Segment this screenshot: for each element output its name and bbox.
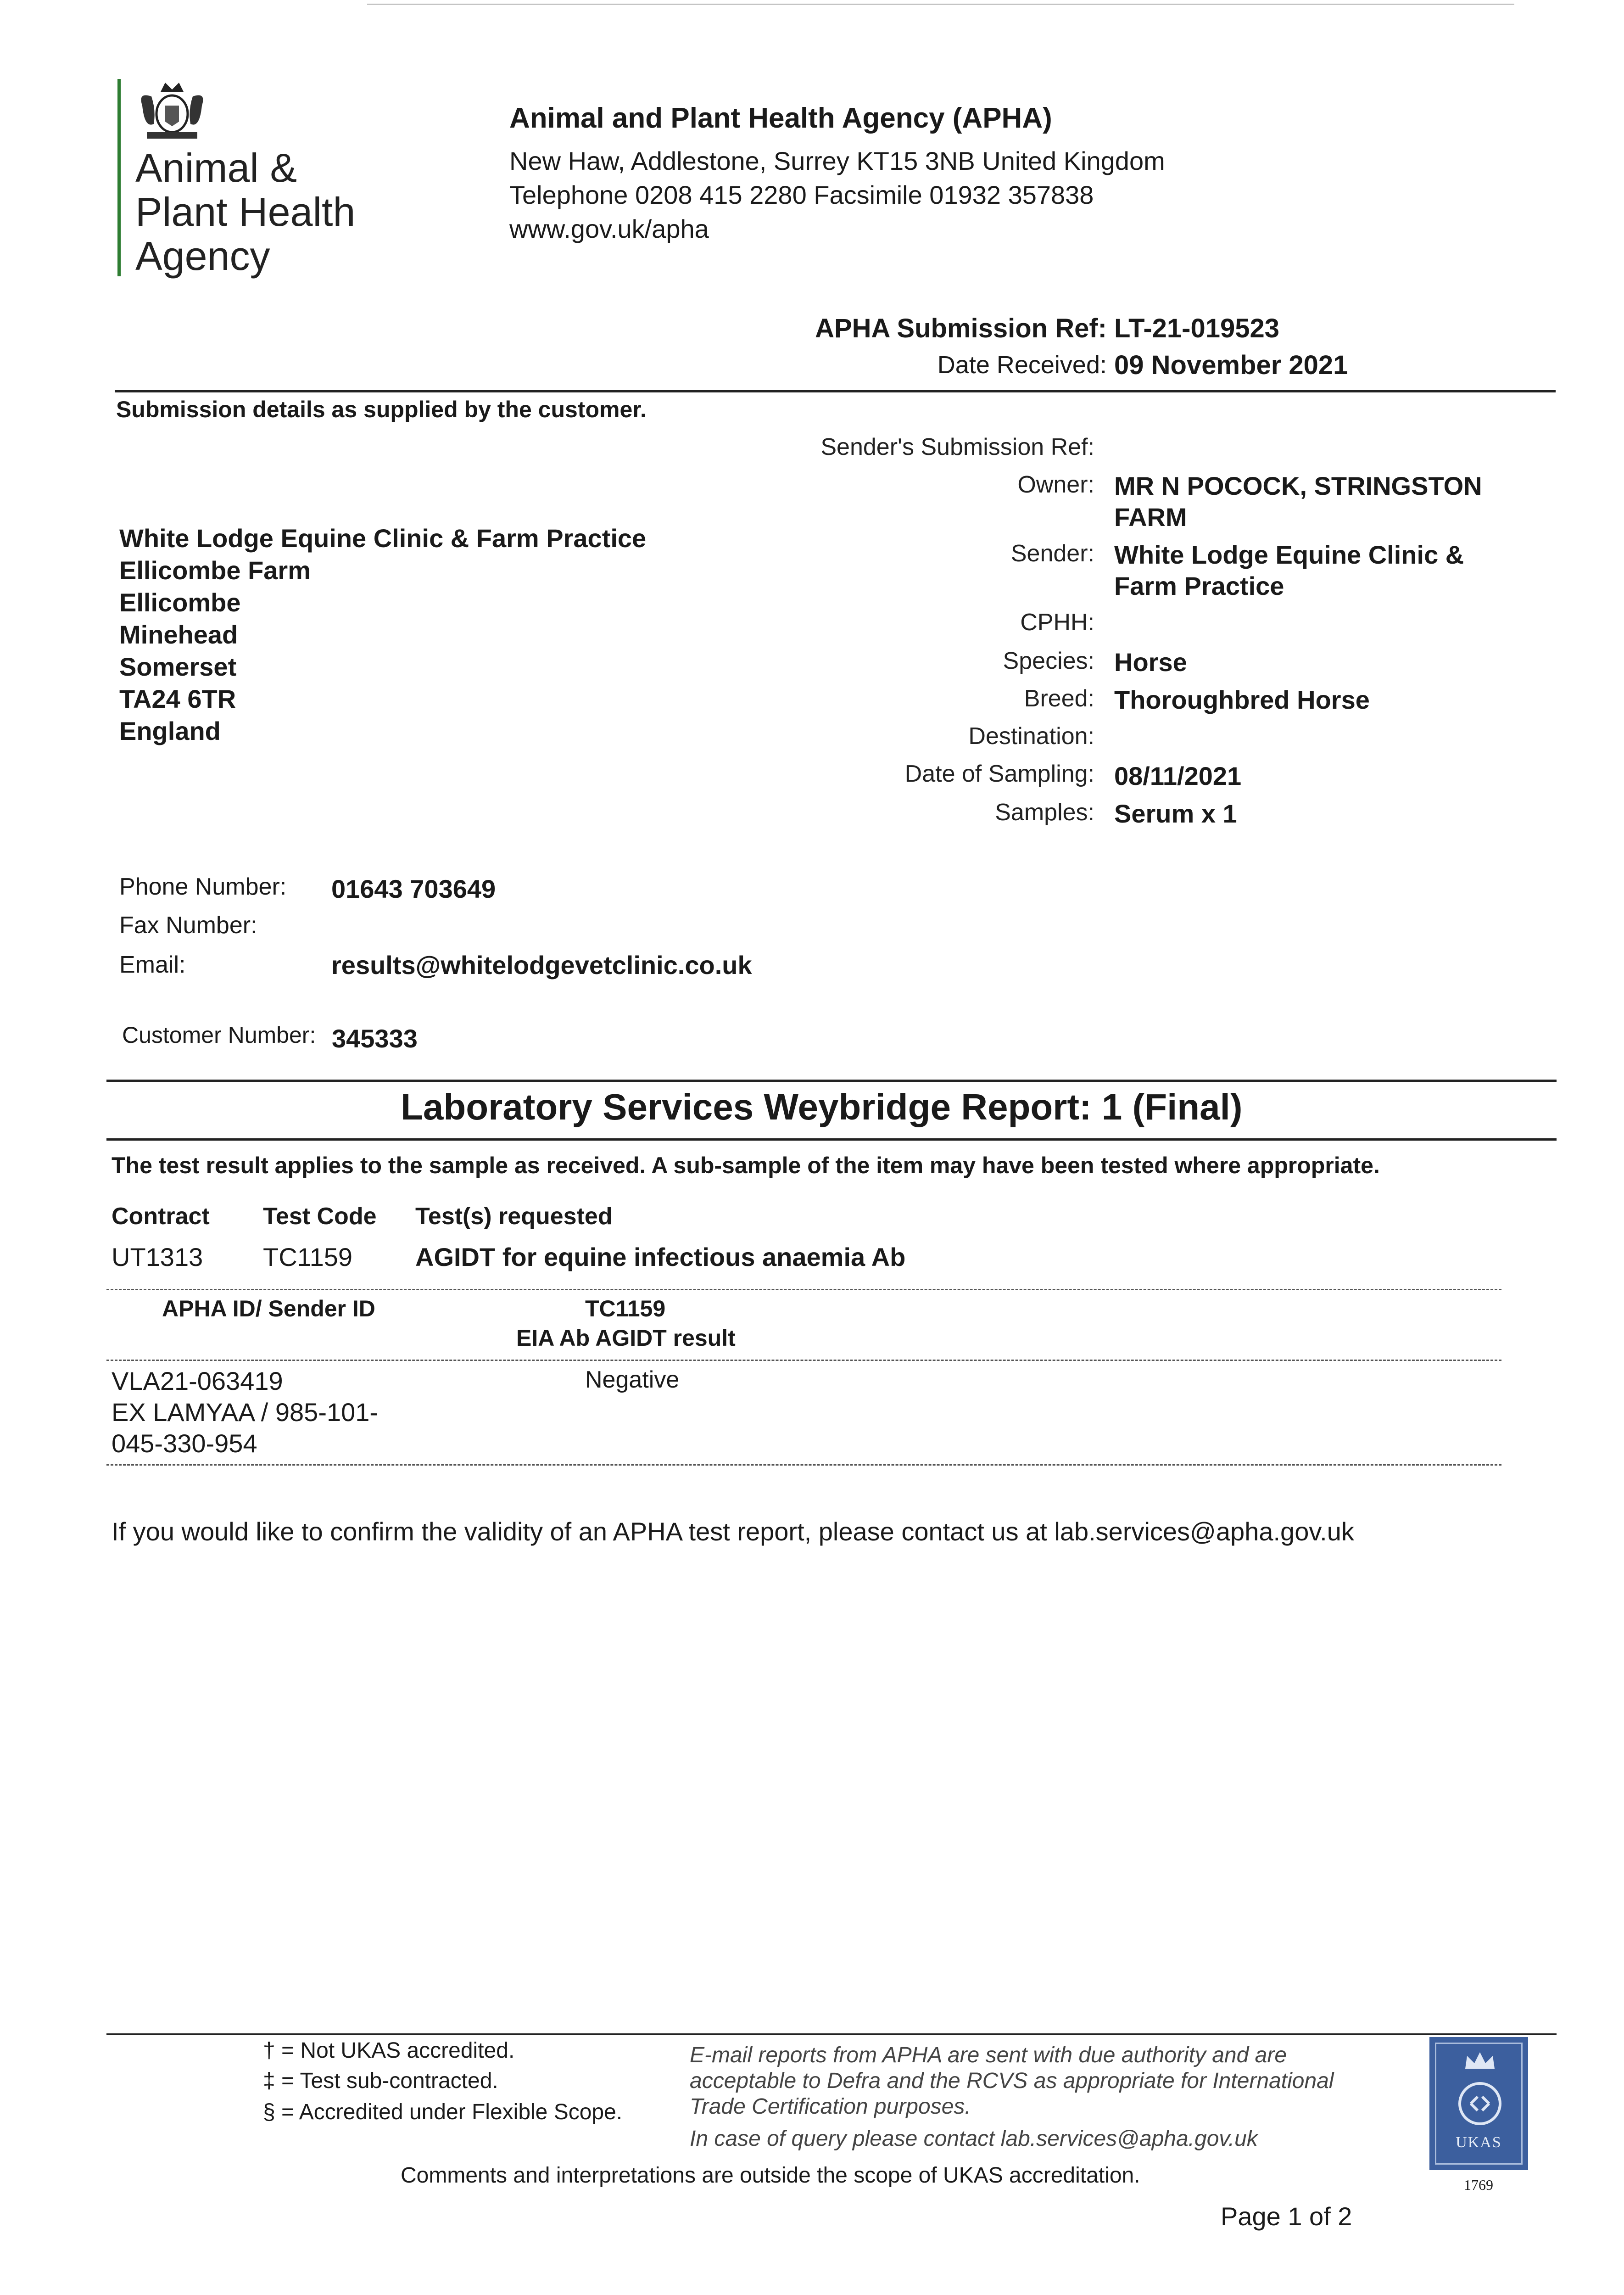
submission-ref-value: LT-21-019523 — [1114, 313, 1280, 343]
species-value: Horse — [1114, 648, 1187, 677]
email-value: results@whitelodgevetclinic.co.uk — [331, 951, 752, 980]
sample-id-line1: VLA21-063419 — [112, 1366, 283, 1395]
owner-value-line2: FARM — [1114, 503, 1187, 532]
phone-value: 01643 703649 — [331, 874, 496, 903]
sample-id-line3: 045-330-954 — [112, 1429, 257, 1458]
result-col-name: EIA Ab AGIDT result — [516, 1325, 736, 1351]
header-divider — [115, 390, 1556, 392]
submission-ref-label: APHA Submission Ref: — [815, 313, 1107, 343]
contract-value: UT1313 — [112, 1243, 203, 1271]
comments-note: Comments and interpretations are outside the scope of UKAS accreditation. — [401, 2163, 1140, 2188]
sender-label: Sender: — [1010, 540, 1094, 567]
date-received-value: 09 November 2021 — [1114, 350, 1348, 380]
address-line: Ellicombe — [119, 588, 241, 617]
report-title: Laboratory Services Weybridge Report: 1 (Final) — [401, 1086, 1243, 1127]
agency-phone-fax: Telephone 0208 415 2280 Facsimile 01932 357838 — [509, 180, 1094, 209]
report-title-bottom-rule — [106, 1138, 1557, 1141]
flexible-scope-note: § = Accredited under Flexible Scope. — [263, 2100, 623, 2124]
not-ukas-note: † = Not UKAS accredited. — [263, 2038, 515, 2063]
senders-ref-label: Sender's Submission Ref: — [820, 434, 1094, 460]
applies-note: The test result applies to the sample as received. A sub-sample of the item may have been tested where appropriate. — [112, 1153, 1380, 1178]
result-value: Negative — [585, 1366, 680, 1393]
email-label: Email: — [119, 952, 186, 978]
owner-label: Owner: — [1017, 471, 1094, 498]
agency-website: www.gov.uk/apha — [509, 214, 709, 243]
email-report-note-1: E-mail reports from APHA are sent with due authority and are — [690, 2043, 1287, 2067]
fax-label: Fax Number: — [119, 912, 257, 939]
ukas-badge — [1429, 2037, 1528, 2170]
result-col-code: TC1159 — [585, 1296, 666, 1321]
tests-divider — [106, 1289, 1501, 1290]
supplied-note: Submission details as supplied by the customer. — [116, 397, 647, 422]
sender-value-line2: Farm Practice — [1114, 571, 1284, 600]
sample-id-line2: EX LAMYAA / 985-101- — [112, 1398, 379, 1427]
report-title-top-rule — [106, 1080, 1557, 1082]
address-line: White Lodge Equine Clinic & Farm Practice — [119, 524, 647, 553]
query-note: In case of query please contact lab.services@apha.gov.uk — [690, 2127, 1258, 2151]
species-label: Species: — [1003, 648, 1094, 674]
breed-value: Thoroughbred Horse — [1114, 685, 1370, 714]
sampling-date-value: 08/11/2021 — [1114, 761, 1242, 790]
address-line: Somerset — [119, 652, 237, 681]
email-report-note-3: Trade Certification purposes. — [690, 2094, 971, 2119]
result-col-id: APHA ID/ Sender ID — [162, 1296, 375, 1321]
ukas-number: 1769 — [1464, 2177, 1493, 2193]
col-tests-requested: Test(s) requested — [415, 1203, 613, 1230]
validity-note: If you would like to confirm the validity of an APHA test report, please contact us at lab.services@apha.gov.uk — [112, 1517, 1354, 1546]
col-contract: Contract — [112, 1203, 210, 1230]
page-number: Page 1 of 2 — [1221, 2202, 1352, 2231]
logo-green-bar — [117, 79, 121, 276]
crown-icon — [1462, 2050, 1498, 2072]
col-test-code: Test Code — [263, 1203, 377, 1230]
test-name-value: AGIDT for equine infectious anaemia Ab — [415, 1243, 906, 1271]
customer-number-label: Customer Number: — [122, 1022, 316, 1048]
samples-label: Samples: — [995, 799, 1094, 826]
address-line: TA24 6TR — [119, 684, 236, 713]
customer-address — [119, 522, 646, 747]
address-line: England — [119, 716, 221, 745]
logo-wordmark: Animal & Plant Health Agency — [135, 145, 356, 279]
customer-number-value: 345333 — [332, 1024, 418, 1053]
agency-name: Animal and Plant Health Agency (APHA) — [509, 102, 1052, 134]
sender-value-line1: White Lodge Equine Clinic & — [1114, 540, 1464, 569]
results-bottom-divider — [106, 1464, 1501, 1466]
results-header-divider — [106, 1360, 1501, 1361]
breed-label: Breed: — [1024, 685, 1094, 712]
address-line: Minehead — [119, 620, 238, 649]
test-code-value: TC1159 — [263, 1243, 353, 1271]
email-report-note-2: acceptable to Defra and the RCVS as appropriate for International — [690, 2069, 1334, 2093]
destination-label: Destination: — [968, 723, 1094, 750]
date-received-label: Date Received: — [937, 351, 1107, 379]
footer-rule — [106, 2033, 1557, 2035]
sampling-date-label: Date of Sampling: — [904, 761, 1094, 787]
agency-address: New Haw, Addlestone, Surrey KT15 3NB United Kingdom — [509, 146, 1165, 175]
scan-top-line — [367, 4, 1514, 5]
royal-crest-icon — [133, 78, 211, 142]
ukas-emblem-icon — [1457, 2081, 1503, 2127]
samples-value: Serum x 1 — [1114, 799, 1237, 828]
ukas-label: UKAS — [1456, 2134, 1502, 2151]
address-line: Ellicombe Farm — [119, 556, 311, 585]
owner-value-line1: MR N POCOCK, STRINGSTON — [1114, 471, 1482, 500]
cphh-label: CPHH: — [1020, 609, 1094, 636]
phone-label: Phone Number: — [119, 873, 287, 900]
subcontracted-note: ‡ = Test sub-contracted. — [263, 2069, 498, 2093]
